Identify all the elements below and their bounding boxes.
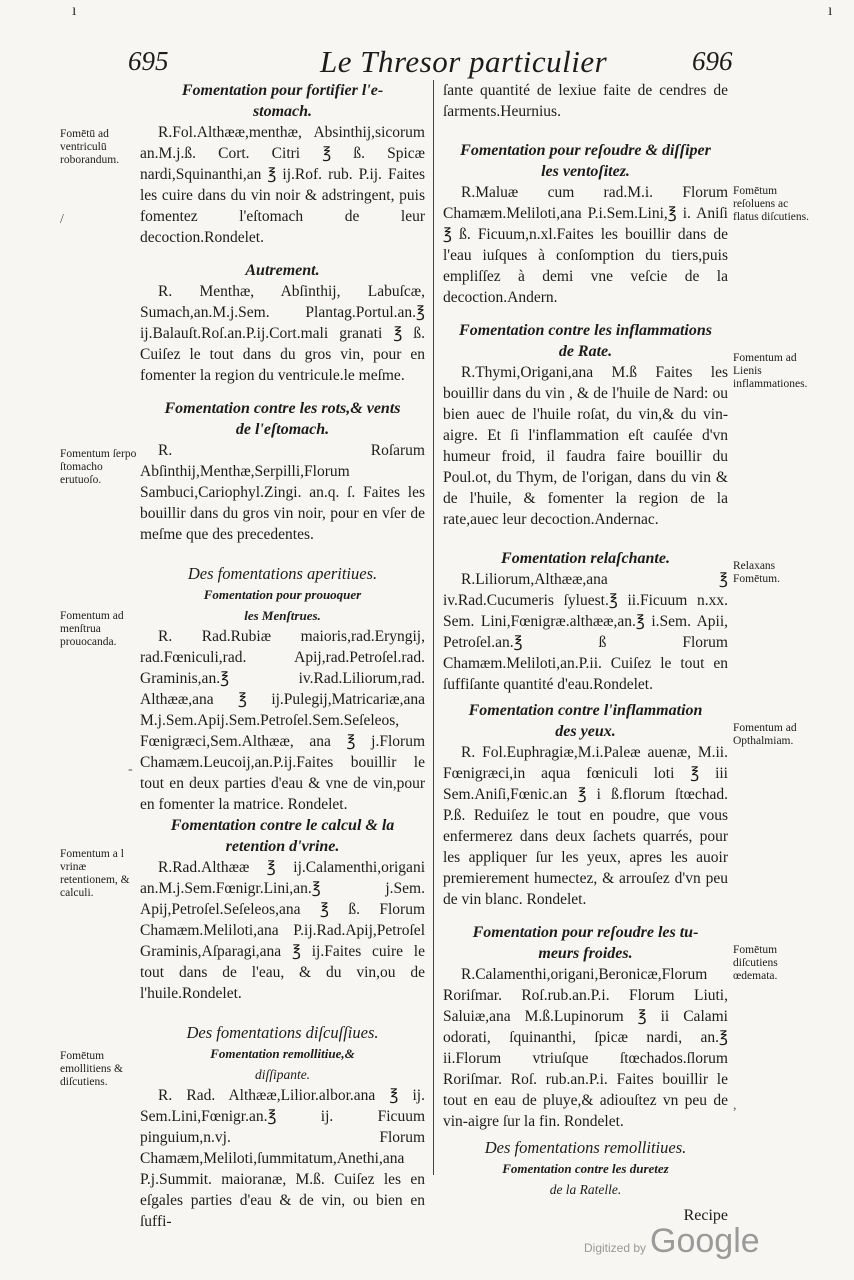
section-heading: de la Ratelle. xyxy=(549,1182,622,1197)
section-heading: les Menſtrues. xyxy=(244,608,321,623)
section-heading: Fomentation pour reſoudre les tu- xyxy=(472,924,699,941)
section-heading: Fomentation contre l'inflammation xyxy=(468,702,703,719)
recipe-paragraph: ſante quantité de lexiue faite de cendres de ſarments.Heurnius. xyxy=(443,82,728,120)
section-heading: Fomentation relaſchante. xyxy=(501,550,670,567)
recipe-paragraph: R.Fol.Althææ,menthæ, Absinthij,sicorum an.M.j.ß. Cort. Citri ℥ ß. Spicæ nardi,Squinanthi,an ℥ ij.Rof. rub. P.ij. Faites les cuire dans du vin noir & adstringent, puis fomentez l'eſtomach de leur decoction.Rondelet. xyxy=(140,124,425,246)
section-heading: Fomentation remollitiue,& xyxy=(210,1046,355,1061)
section-heading: Fomentation pour reſoudre & diſſiper xyxy=(460,142,711,159)
section-heading: Fomentation contre les rots,& vents xyxy=(164,400,401,417)
recipe-paragraph: R.Liliorum,Althææ,ana ℥ iv.Rad.Cucumeris ſyluest.℥ ii.Ficuum n.xx. Sem. Lini,Fœnigræ.althææ,an.℥ i.Sem. Apii, Petroſel.an.℥ ß Florum Chamæm.Meliloti,an.P.ii. Cuiſez le tout en ſuffiſante quantité d'eau.Rondelet. xyxy=(443,571,728,693)
section-heading: de l'eſtomach. xyxy=(235,421,330,438)
section-heading: stomach. xyxy=(252,103,313,120)
recipe-paragraph: R.Thymi,Origani,ana M.ß Faites les bouillir dans du vin , & de l'huile de Nard: ou bien auec de l'huile roſat, du vin,& du vin-aigre. Et ſi l'inflammation eſt cauſée d'vn humeur froid, il faudra faire bouillir du Poul.ot, du Thym, de l'origan, dans du vin & de l'huile, & fomenter la region de la rate,auec leur decoction.Andernac. xyxy=(443,364,728,528)
section-heading: retention d'vrine. xyxy=(225,838,340,855)
section-heading: meurs froides. xyxy=(538,945,633,962)
margin-mark-icon: ı xyxy=(828,2,833,19)
chapter-heading: Des fomentations remollitiues. xyxy=(484,1138,687,1157)
recipe-paragraph: R.Rad.Althææ ℥ ij.Calamenthi,origani an.M.j.Sem.Fœnigr.Lini,an.℥ j.Sem. Apij,Petroſel.Seſeleos,ana ℥ ß. Florum Chamæm.Meliloti,ana P.ij.Rad.Apij,Petroſel Graminis,Aſparagi,ana ℥ ij.Faites cuire le tout dans de l'eau, & du vin,ou de l'huile.Rondelet. xyxy=(140,859,425,1002)
digitized-watermark xyxy=(584,1222,760,1261)
recipe-paragraph: R.Calamenthi,origani,Beronicæ,Florum Roriſmar. Roſ.rub.an.P.i. Florum Liuti, Saluiæ,ana M.ß.Lupinorum ℥ ii Calami odorati, ſquinanthi, ſpicæ nardi, an.℥ ii.Florum vtriuſque ſtœchados.ſlorum Roriſmar. Roſ. rub.an.P.i. Faites bouillir le tout en eau de pluye,& adiouſtez vn peu de vin-aigre ſur la fin. Rondelet. xyxy=(443,966,728,1130)
margin-note: Fomentum ad Opthalmiam. xyxy=(733,722,797,747)
recipe-paragraph: R. Fol.Euphragiæ,M.i.Paleæ auenæ, M.ii. Fœnigræci,in aqua fœniculi loti ℥ iii Sem.Aniſi,Fœnic.an ℥ i ß.florum ſtœchad. P.ß. Reduiſez le tout en poudre, que vous enfermerez dans deux ſachets quarrés, pour les appliquer ſur les yeux, apres les auoir premierement humectez, & arrouſez d'vn peu de vin blanc. Rondelet. xyxy=(443,744,728,908)
margin-mark-icon: - xyxy=(128,762,133,777)
left-page-number: 695 xyxy=(128,46,169,76)
section-heading: Fomentation contre le calcul & la xyxy=(170,817,395,834)
recipe-paragraph: R. Menthæ, Abſinthij, Labuſcæ, Sumach,an.M.j.Sem. Plantag.Portul.an.℥ ij.Balauſt.Roſ.an.P.ij.Cort.mali granati ℥ ß. Cuiſez le tout dans du gros vin, pour en fomenter la region du ventricule.le meſme. xyxy=(140,283,425,384)
margin-note: Fomentum ſerpo ſtomacho erutuoſo. xyxy=(60,448,137,486)
google-logo: Google xyxy=(650,1222,760,1260)
chapter-heading: Des fomentations aperitiues. xyxy=(187,564,378,583)
right-column xyxy=(443,80,728,1226)
margin-mark-icon: / xyxy=(60,212,64,227)
margin-note: Fomētum diſcutiens œdemata. xyxy=(733,944,778,982)
catchword: Recipe xyxy=(683,1207,728,1224)
margin-note: Fomentum ad Lienis inflammationes. xyxy=(733,352,808,390)
section-heading: Autrement. xyxy=(245,262,320,279)
margin-note: Fomētum reſoluens ac flatus diſcutiens. xyxy=(733,185,810,223)
recipe-paragraph: R. Rad.Rubiæ maioris,rad.Eryngij, rad.Fœniculi,rad. Apij,rad.Petroſel.rad. Graminis,an.℥ iv.Rad.Liliorum,rad. Althææ,ana ℥ ij.Pulegij,Matricariæ,ana M.j.Sem.Apij.Sem.Petroſel.Sem.Seſeleos, Fœnigræci,Sem.Althææ, ana ℥ j.Florum Chamæm.Leucoij,an.P.ij.Faites bouillir le tout en deux parties d'eau & vne de vin,pour en fomenter la matrice. Rondelet. xyxy=(140,628,425,813)
watermark-prefix: Digitized by xyxy=(584,1241,647,1255)
margin-note: Fomētum emollitiens & diſcutiens. xyxy=(60,1050,123,1088)
recipe-paragraph: R. Roſarum Abſinthij,Menthæ,Serpilli,Florum Sambuci,Cariophyl.Zingi. an.q. ſ. Faites les bouillir dans du gros vin noir, pour en vſer de meſme que des precedentes. xyxy=(140,442,425,543)
recipe-paragraph: R.Maluæ cum rad.M.i. Florum Chamæm.Meliloti,ana P.i.Sem.Lini,℥ i. Aniſi ℥ ß. Ficuum,n.xl.Faites les bouillir dans de l'eau iuſques à conſomption du tiers,puis empliſſez à demi vne veſcie de la decoction.Andern. xyxy=(443,184,728,306)
section-heading: les ventoſitez. xyxy=(541,163,630,180)
chapter-heading: Des fomentations diſcuſſiues. xyxy=(186,1023,379,1042)
recipe-paragraph: R. Rad. Althææ,Lilior.albor.ana ℥ ij. Sem.Lini,Fœnigr.an.℥ ij. Ficuum pinguium,n.vj. Florum Chamæm,Meliloti,ſummitatum,Anethi,ana P.j.Summit. maioranæ, M.ß. Cuiſez les en eſgales parties d'eau & de vin, ou bien en ſuffi- xyxy=(140,1087,425,1230)
section-heading: des yeux. xyxy=(555,723,616,740)
section-heading: Fomentation contre les inflammations xyxy=(459,322,712,339)
margin-mark-icon: ı xyxy=(72,2,77,19)
section-heading: Fomentation pour fortifier l'e- xyxy=(181,82,384,99)
right-page-number: 696 xyxy=(692,46,733,76)
section-heading: diſſipante. xyxy=(254,1067,311,1082)
left-column xyxy=(140,80,425,1232)
running-title: Le Thresor particulier xyxy=(320,44,608,79)
margin-mark-icon: , xyxy=(733,1098,737,1113)
section-heading: de Rate. xyxy=(558,343,613,360)
margin-note: Fomentum ad menſtrua prouocanda. xyxy=(60,610,124,648)
section-heading: Fomentation contre les duretez xyxy=(502,1161,669,1176)
margin-note: Fomentum a l vrinæ retentionem, & calculi. xyxy=(60,848,130,899)
margin-note: Relaxans Fomētum. xyxy=(733,560,780,585)
column-divider xyxy=(433,80,434,1175)
section-heading: Fomentation pour prouoquer xyxy=(203,587,362,602)
running-head xyxy=(0,46,854,80)
margin-note: Fomētū ad ventriculū roborandum. xyxy=(60,128,120,166)
